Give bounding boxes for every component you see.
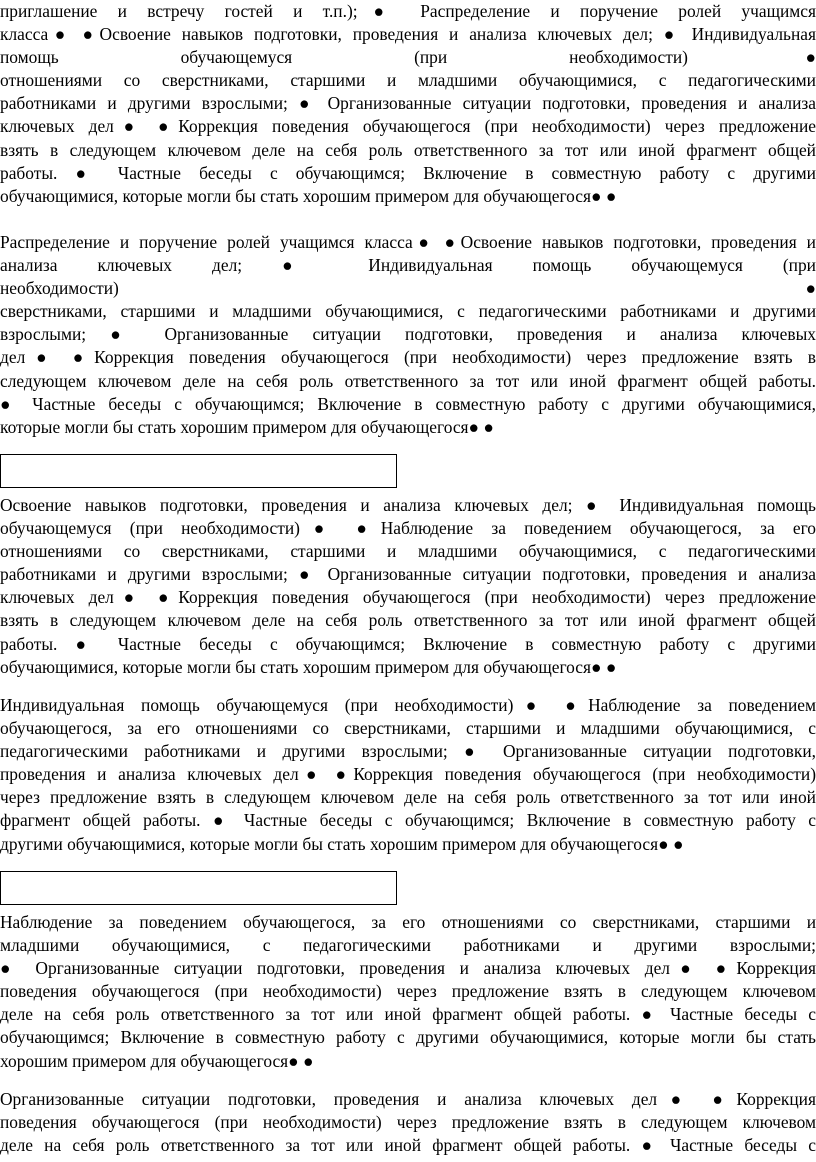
text-line: ключевых дел● ●Коррекция поведения обучающегося (при необходимости) через предложение <box>0 116 816 137</box>
text-line: приглашение и встречу гостей и т.п.);● Распределение и поручение ролей учащимся <box>0 1 816 21</box>
text-line: работниками и другими взрослыми; ● Организованные ситуации подготовки, проведения и анализа <box>0 564 816 585</box>
text-line: Освоение навыков подготовки, проведения и анализа ключевых дел; ● Индивидуальная помощь <box>0 495 816 515</box>
text-line: обучающемуся (при необходимости)● ●Наблюдение за поведением обучающегося, за его <box>0 518 816 539</box>
text-line: проведения и анализа ключевых дел● ●Коррекция поведения обучающегося (при необходимости) <box>0 764 816 785</box>
text-line: обучающимися, которые могли бы стать хорошим примером для обучающегося● ● <box>0 656 617 677</box>
text-line: другими обучающимися, которые могли бы стать хорошим примером для обучающегося● ● <box>0 833 684 854</box>
text-line: работы. ● Частные беседы с обучающимся; Включение в совместную работу с другими <box>0 162 816 183</box>
blank-box-1 <box>0 454 397 488</box>
text-line: ● Частные беседы с обучающимся; Включение в совместную работу с другими обучающимися, <box>0 393 816 414</box>
text-line: взрослыми; ● Организованные ситуации подготовки, проведения и анализа ключевых <box>0 324 816 345</box>
text-line: хорошим примером для обучающегося● ● <box>0 1050 314 1071</box>
text-line: Организованные ситуации подготовки, проведения и анализа ключевых дел● ●Коррекция <box>0 1089 816 1109</box>
text-line: взять в следующем ключевом деле на себя роль ответственного за тот или иной фрагмент общей <box>0 139 816 160</box>
text-line: Распределение и поручение ролей учащимся класса● ●Освоение навыков подготовки, проведения и <box>0 232 816 252</box>
text-line: поведения обучающегося (при необходимости) через предложение взять в следующем ключевом <box>0 981 816 1002</box>
text-line: обучающегося, за его отношениями со сверстниками, старшими и младшими обучающимися, с <box>0 718 816 739</box>
text-line: фрагмент общей работы. ● Частные беседы с обучающимся; Включение в совместную работу с <box>0 810 816 831</box>
blank-box-2 <box>0 871 397 905</box>
text-line: Наблюдение за поведением обучающегося, за его отношениями со сверстниками, старшими и <box>0 912 816 932</box>
text-line: Индивидуальная помощь обучающемуся (при необходимости)● ●Наблюдение за поведением <box>0 695 816 715</box>
paragraph-1 <box>0 0 816 208</box>
text-line: отношениями со сверстниками, старшими и младшими обучающимися, с педагогическими <box>0 541 816 562</box>
text-line: класса● ●Освоение навыков подготовки, проведения и анализа ключевых дел; ● Индивидуальная <box>0 24 816 45</box>
paragraph-2 <box>0 231 816 439</box>
paragraph-4 <box>0 694 816 856</box>
text-line: которые могли бы стать хорошим примером для обучающегося● ● <box>0 416 494 437</box>
text-line: обучающимися, которые могли бы стать хорошим примером для обучающегося● ● <box>0 185 617 206</box>
text-line: поведения обучающегося (при необходимости) через предложение взять в следующем ключевом <box>0 1112 816 1133</box>
text-line: анализа ключевых дел; ● Индивидуальная помощь обучающемуся (при <box>0 255 816 276</box>
text-line: ключевых дел● ●Коррекция поведения обучающегося (при необходимости) через предложение <box>0 587 816 608</box>
text-line: обучающимся; Включение в совместную работу с другими обучающимися, которые могли бы стать <box>0 1027 816 1048</box>
text-line: ● Организованные ситуации подготовки, проведения и анализа ключевых дел● ●Коррекция <box>0 958 816 979</box>
paragraph-6 <box>0 1088 816 1157</box>
text-line: дел● ●Коррекция поведения обучающегося (при необходимости) через предложение взять в <box>0 347 816 368</box>
text-line: необходимости)● <box>0 278 816 299</box>
text-line: следующем ключевом деле на себя роль ответственного за тот или иной фрагмент общей работы. <box>0 370 816 391</box>
text-line: через предложение взять в следующем ключевом деле на себя роль ответственного за тот или иной <box>0 787 816 808</box>
text-line: работы. ● Частные беседы с обучающимся; Включение в совместную работу с другими <box>0 633 816 654</box>
text-line: отношениями со сверстниками, старшими и младшими обучающимися, с педагогическими <box>0 70 816 91</box>
text-line: работниками и другими взрослыми; ● Организованные ситуации подготовки, проведения и анализа <box>0 93 816 114</box>
text-line: деле на себя роль ответственного за тот или иной фрагмент общей работы. ● Частные беседы с <box>0 1004 816 1025</box>
text-line: помощь обучающемуся (при необходимости)● <box>0 47 816 68</box>
text-line: деле на себя роль ответственного за тот или иной фрагмент общей работы. ● Частные беседы с <box>0 1135 816 1156</box>
text-line: педагогическими работниками и другими взрослыми; ● Организованные ситуации подготовки, <box>0 741 816 762</box>
paragraph-3 <box>0 494 816 679</box>
text-line: взять в следующем ключевом деле на себя роль ответственного за тот или иной фрагмент общей <box>0 610 816 631</box>
text-line: сверстниками, старшими и младшими обучающимися, с педагогическими работниками и другими <box>0 301 816 322</box>
paragraph-5 <box>0 911 816 1073</box>
text-line: младшими обучающимися, с педагогическими работниками и другими взрослыми; <box>0 935 816 956</box>
